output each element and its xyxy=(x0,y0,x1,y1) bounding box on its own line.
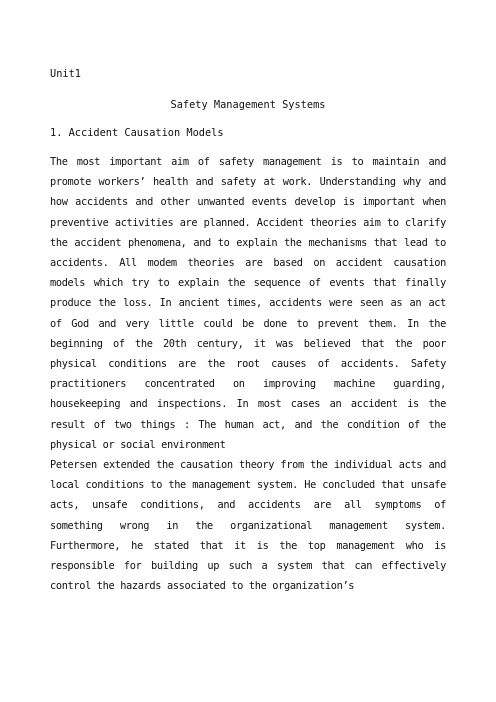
page-title: Safety Management Systems xyxy=(170,99,326,111)
section-heading: 1. Accident Causation Models xyxy=(50,127,224,139)
paragraph-2: Petersen extended the causation theory from the individual acts and local conditions to the management system. He concluded that unsafe acts, unsafe conditions, and accidents are all symptoms of something wrong in the organizational management system. Furthermore, he stated that it is the top management who is responsible for building up such a system that can effectively control the hazards associated to the organization’s xyxy=(50,459,446,593)
body-text xyxy=(50,152,446,596)
unit-label: Unit1 xyxy=(50,68,81,80)
paragraph-1: The most important aim of safety management is to maintain and promote workers’ health and safety at work. Understanding why and how accidents and other unwanted events develop is important when preventive activities are planned. Accident theories aim to clarify the accident phenomena, and to explain the mechanisms that lead to accidents. All modem theories are based on accident causation models which try to explain the sequence of events that finally produce the loss. In ancient times, accidents were seen as an act of God and very little could be done to prevent them. In the beginning of the 20th century, it was believed that the poor physical conditions are the root causes of accidents. Safety practitioners concentrated on improving machine guarding, housekeeping and inspections. In most cases an accident is the result of two things : The human act, and the condition of the physical or social environment xyxy=(50,156,446,451)
